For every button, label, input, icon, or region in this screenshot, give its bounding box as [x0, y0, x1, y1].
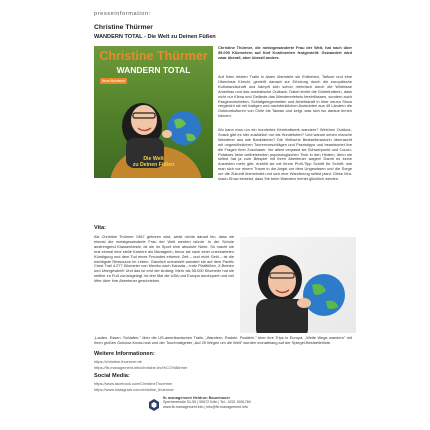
author-name: Christine Thürmer	[94, 24, 153, 31]
show-title: WANDERN TOTAL - Die Welt zu Deinen Füßen	[94, 34, 216, 40]
more-info-link-2[interactable]: https://fb-management.info/christine-thu%CC%88rmer	[94, 365, 188, 370]
company-footer	[163, 396, 323, 409]
body-paragraph-1: Auf ihren letzten Trails in Asien übersteht sie Erdbeben, Taifune und eine Überdosis Kimchi, genießt danach zur Erholung durch die europäische Kulturlandschaft und kämpft sich schon mehrfach durch die Wildnisse Amerikas und das australische Outback. Dabei lernte die Globetrotterin, dass nicht nur Klima und Gelände das Wandererlebnis beeinflussen, sondern auch Essgewohnheiten, Schlafgelegenheiten und Arbeitskraft in ihrer neuen Show vergleicht sie mit lustigen und nachdenklichen Anekdoten aus 45 Ländern die Outdoorkulturen von Chile bis Taiwan und zeigt, was sich wo daraus lernen können.	[218, 74, 352, 119]
social-link-instagram[interactable]: https://www.instagram.com/christine_thuermer	[94, 387, 174, 392]
vita-heading: Vita:	[94, 225, 107, 231]
cover-subtitle-line-1: Die Welt	[143, 155, 164, 162]
vita-paragraph: Als Christine Thürmer 1967 geboren wird, weist nichts darauf hin, dass sie einmal die meistgewanderte Frau der Welt werden würde. In der Schule anstrengend Klassenbeste, ist sie im Sport eine absolute Niete. So macht sie erst einmal eine steile Karriere als Managerin, bevor sie nach einer unerwarteten Kündigung und dem Tod eines Freundes erkennt: Zeit – und nicht Geld – ist die wichtigste Ressource im Leben. Ganzlich untrainiert wandert sie auf dem Pacific Crest Trail 4.277 Kilometer von Mexiko nach Kanada – trotz Plattfüßen, X-Beinen und Übergewicht! Und das ist erst der Anfang: Mehr als 55.000 Kilometer hat sie seither zu Fuß zurückgelegt, ist drei Mal die USA und Europa durchquert und viel öfter über ihre Abenteuer geschrieben.	[94, 234, 234, 284]
social-media-heading: Social Media:	[94, 373, 130, 379]
company-name: fb management Heidrun Baumhauer	[163, 395, 231, 400]
cover-badge: Neue Abenteuer	[102, 79, 126, 83]
body-paragraph-2: Wo kann man um ein hundertes Kerntraitwerk wandern? Welchen Outdoor-Snack gibt es hier zusätzlich nur als Hundefutter? Und warum sehen manche Wanderer aus wie Bankräuber? Die Vielfache Bestsellerautorin überrascht mit ungewöhnlichen Tourenvorschlägen und Praxistipps und beantwortet live die Fragen ihrer Zuschauer. Vor allem verpasst sie Schwerpunkt und Couch-Potatoes beim weltreisenden psychologischen Trick in den Hintern, denn sie selbst hat ja zum Beispiel mit ihren Abenteuer wagen! Damit es keine Ausreden mehr gibt, erzählt sie mit ihrem Profi-Tipp Schritt für Schritt, wie man sich vor einem Traum in die Angst vor dem Ungewissen und die Sorge um die Zukunft überwindet und sich eine Wanderung selbst plant. Diese Mut-mach-Show beweist, dass Sie beim Wandern immer glücklich werden.	[218, 127, 352, 182]
more-info-heading: Weitere Informationen:	[94, 351, 155, 357]
author-photo	[240, 237, 356, 333]
company-logo-icon	[149, 399, 159, 411]
company-address: Sperberstraße 51-55 | 50672 Köln | Tel.: 0221 9091760	[163, 400, 251, 405]
cover-author-name: Christine Thürmer	[99, 49, 208, 63]
book-cover	[94, 46, 213, 178]
company-web[interactable]: www.fb-management.info | info@fb-management.info	[163, 404, 248, 409]
cover-subtitle-line-2: zu Deinen Füßen	[132, 161, 175, 168]
cover-subtitle	[98, 156, 209, 168]
intro-paragraph: Christine Thürmer, die meistgewanderte Frau der Welt, hat nach über 55.000 Kilometern auf fünf Kontinenten festgestellt: Gewandert wird zwar überall, aber überall anders.	[218, 45, 352, 60]
cover-title: WANDERN TOTAL	[116, 65, 191, 75]
author-photo-illustration	[240, 237, 356, 333]
social-link-facebook[interactable]: https://www.facebook.com/ChristineThuermer	[94, 381, 173, 386]
vita-paragraph-continued: „Laufen. Essen. Schlafen." über die US-amerikanischen Trails, „Wandern. Radeln. Paddeln." über ihre Trips in Europa, „Weite Wege wandern" mit ihren großen Outdoor-Know-how und der Tourenratgeber „Auf 25 Wegen um die Welt" wurden monatelang auf der Spiegel-Bestsellerliste.	[94, 335, 352, 345]
more-info-link-1[interactable]: https://christine.thuermer.de	[94, 359, 143, 364]
press-info-label: presseinformation:	[94, 11, 151, 17]
